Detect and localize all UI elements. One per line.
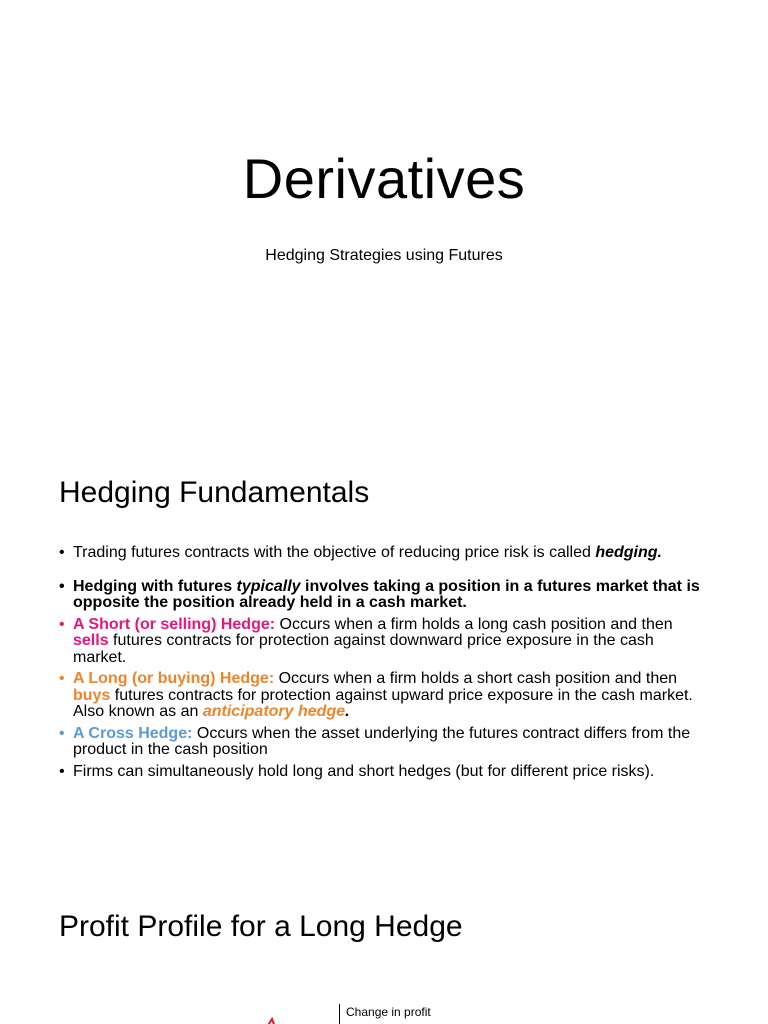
slide-heading: Hedging Fundamentals (59, 476, 370, 509)
bullet-item (59, 671, 709, 721)
presentation-title: Derivatives (242, 147, 526, 210)
y-axis-line (339, 1004, 340, 1024)
bullet-icon: • (59, 724, 65, 742)
short-hedge-label: A Short (or selling) Hedge: (73, 615, 276, 633)
bullet-text: Occurs when a firm holds a short cash position and then (274, 670, 678, 687)
slide-heading: Profit Profile for a Long Hedge (59, 910, 463, 943)
bullet-item (59, 764, 709, 781)
bullet-item (59, 579, 709, 612)
bullet-icon: • (59, 544, 65, 561)
bullet-icon: • (59, 762, 65, 780)
bullet-end: . (345, 703, 350, 720)
bullet-text: Hedging with futures (73, 577, 237, 595)
bullet-item (59, 545, 709, 562)
long-hedge-label: A Long (or buying) Hedge: (73, 670, 275, 687)
emphasis-text: typically (236, 577, 301, 595)
hedging-fundamentals-slide (0, 432, 768, 864)
bullet-icon: • (59, 577, 65, 595)
bullet-text: Occurs when a firm holds a long cash position and then (275, 615, 673, 633)
sells-keyword: sells (73, 632, 109, 649)
bullet-icon: • (59, 670, 65, 687)
bullet-icon: • (59, 615, 65, 633)
bullet-item (59, 726, 709, 759)
bullet-text: Firms can simultaneously hold long and short hedges (but for different price risks). (73, 762, 655, 780)
presentation-subtitle: Hedging Strategies using Futures (265, 247, 503, 264)
bullet-list (59, 545, 709, 785)
anticipatory-hedge-term: anticipatory hedge (202, 703, 346, 720)
bullet-item (59, 617, 709, 667)
bullet-text: futures contracts for protection against upward price exposure in the cash market. Also known as an (73, 686, 693, 720)
profit-line-segment (266, 1017, 276, 1024)
hedging-term: hedging (595, 544, 658, 561)
title-slide (0, 0, 768, 432)
bullet-text: Trading futures contracts with the objective of reducing price risk is called (73, 544, 596, 561)
bullet-end: . (657, 544, 662, 561)
long-hedge-profile-slide (0, 864, 768, 1024)
bullet-text: involves taking a position in a futures market that is opposite the position already held in a cash market. (73, 577, 700, 611)
bullet-text: Occurs when the asset underlying the futures contract differs from the product in the cash position (73, 724, 691, 758)
bullet-text: futures contracts for protection against downward price exposure in the cash market. (73, 632, 654, 666)
buys-keyword: buys (73, 686, 111, 704)
y-axis-label: Change in profit (346, 1005, 431, 1019)
cross-hedge-label: A Cross Hedge: (73, 724, 193, 742)
